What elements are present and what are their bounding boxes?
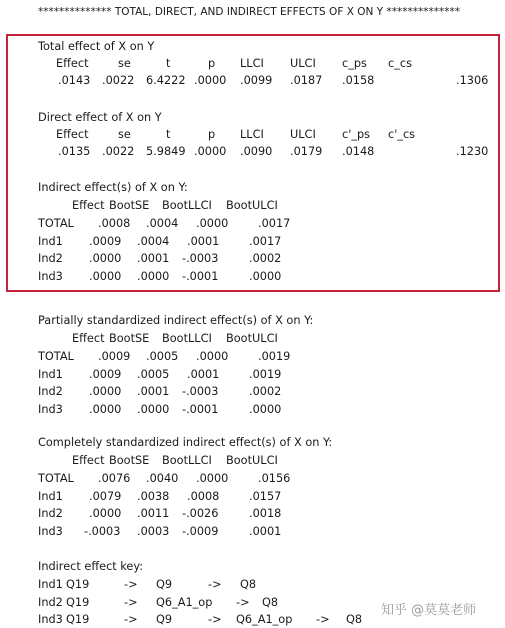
- indirect_effect-cell: .0002: [249, 252, 282, 266]
- completely_standardized-cell: .0040: [146, 472, 179, 485]
- direct_effect-value: .0022: [102, 145, 135, 158]
- total_effect-value: .1306: [456, 74, 489, 87]
- partially_standardized-col-header: BootULCI: [226, 332, 278, 345]
- indirect_effect-cell: .0004: [137, 234, 170, 248]
- indirect-key-path-part: Q6_A1_op: [156, 595, 213, 609]
- completely_standardized-col-header: Effect: [72, 454, 105, 467]
- completely_standardized-cell: .0157: [249, 489, 282, 503]
- completely_standardized-cell: .0001: [249, 524, 282, 538]
- completely_standardized-cell: -.0026: [182, 507, 219, 521]
- partially_standardized-col-header: BootSE: [109, 332, 150, 345]
- partially_standardized-cell: .0001: [187, 367, 220, 381]
- total_effect-col-header: LLCI: [240, 57, 264, 70]
- completely_standardized-cell: .0079: [89, 489, 122, 503]
- partially_standardized-cell: .0009: [98, 350, 131, 363]
- completely_standardized-cell: .0076: [98, 472, 131, 485]
- partially_standardized-row-label: Ind1: [38, 367, 63, 381]
- completely_standardized-title: Completely standardized indirect effect(s) of X on Y:: [38, 436, 333, 449]
- total_effect-col-header: Effect: [56, 57, 89, 70]
- direct_effect-value: .0000: [194, 145, 227, 158]
- indirect-key-label: Ind2: [38, 595, 63, 609]
- direct_effect-col-header: p: [208, 128, 216, 141]
- indirect-key-path-part: Q19: [66, 613, 90, 626]
- completely_standardized-col-header: BootSE: [109, 454, 150, 467]
- indirect_effect-cell: .0001: [137, 252, 170, 266]
- direct_effect-col-header: t: [166, 128, 171, 141]
- indirect_effect-row-label: TOTAL: [38, 217, 74, 230]
- indirect_effect-col-header: BootSE: [109, 199, 150, 212]
- partially_standardized-cell: .0000: [89, 385, 122, 399]
- total_effect-col-header: ULCI: [290, 57, 316, 70]
- indirect_effect-row-label: Ind3: [38, 269, 63, 283]
- total_effect-value: .0099: [240, 74, 273, 87]
- total_effect-value: .0022: [102, 74, 135, 87]
- partially_standardized-cell: .0000: [196, 350, 229, 363]
- completely_standardized-cell: .0156: [258, 472, 291, 485]
- partially_standardized-cell: .0005: [146, 350, 179, 363]
- indirect_effect-cell: .0000: [249, 269, 282, 283]
- direct_effect-value: .0148: [342, 145, 375, 158]
- indirect_effect-col-header: BootULCI: [226, 199, 278, 212]
- indirect-key-path-part: ->: [124, 613, 138, 626]
- completely_standardized-row-label: Ind1: [38, 489, 63, 503]
- partially_standardized-cell: -.0001: [182, 402, 219, 416]
- direct_effect-title: Direct effect of X on Y: [38, 111, 162, 124]
- completely_standardized-row-label: Ind2: [38, 507, 63, 521]
- indirect-key-path-part: Q8: [346, 613, 363, 626]
- partially_standardized-cell: .0000: [249, 402, 282, 416]
- total_effect-col-header: se: [118, 57, 131, 70]
- completely_standardized-cell: .0000: [89, 507, 122, 521]
- indirect_effect-cell: .0000: [137, 269, 170, 283]
- direct_effect-col-header: c'_cs: [388, 128, 416, 141]
- indirect_effect-row-label: Ind2: [38, 252, 63, 266]
- direct_effect-value: .0135: [58, 145, 91, 158]
- indirect-key-path-part: Q19: [66, 578, 90, 591]
- partially_standardized-cell: .0019: [258, 350, 291, 363]
- completely_standardized-cell: -.0003: [84, 524, 121, 538]
- indirect-key-label: Ind3: [38, 613, 63, 626]
- partially_standardized-cell: .0002: [249, 385, 282, 399]
- partially_standardized-cell: .0005: [137, 367, 170, 381]
- total_effect-col-header: c_cs: [388, 57, 412, 70]
- completely_standardized-cell: .0003: [137, 524, 170, 538]
- indirect_effect-cell: .0009: [89, 234, 122, 248]
- total_effect-value: 6.4222: [146, 74, 186, 87]
- completely_standardized-col-header: BootULCI: [226, 454, 278, 467]
- partially_standardized-col-header: Effect: [72, 332, 105, 345]
- partially_standardized-row-label: Ind2: [38, 385, 63, 399]
- indirect_effect-cell: -.0001: [182, 269, 219, 283]
- indirect_effect-cell: -.0003: [182, 252, 219, 266]
- indirect_effect-title: Indirect effect(s) of X on Y:: [38, 181, 188, 194]
- direct_effect-value: 5.9849: [146, 145, 186, 158]
- indirect_effect-cell: .0001: [187, 234, 220, 248]
- indirect-key-path-part: ->: [236, 595, 250, 609]
- watermark: 知乎 @莫莫老师: [381, 603, 477, 618]
- indirect-key-path-part: ->: [208, 613, 222, 626]
- section-header: ************** TOTAL, DIRECT, AND INDIRECT EFFECTS OF X ON Y **************: [38, 6, 460, 18]
- completely_standardized-cell: .0038: [137, 489, 170, 503]
- total_effect-col-header: p: [208, 57, 216, 70]
- total_effect-col-header: c_ps: [342, 57, 367, 70]
- total_effect-value: .0143: [58, 74, 91, 87]
- indirect_effect-row-label: Ind1: [38, 234, 63, 248]
- indirect-key-label: Ind1: [38, 578, 63, 591]
- completely_standardized-cell: .0008: [187, 489, 220, 503]
- indirect_effect-col-header: Effect: [72, 199, 105, 212]
- indirect_effect-cell: .0000: [89, 269, 122, 283]
- completely_standardized-row-label: Ind3: [38, 524, 63, 538]
- indirect_effect-cell: .0017: [249, 234, 282, 248]
- indirect_effect-cell: .0000: [89, 252, 122, 266]
- completely_standardized-cell: .0011: [137, 507, 170, 521]
- direct_effect-col-header: se: [118, 128, 131, 141]
- direct_effect-value: .1230: [456, 145, 489, 158]
- partially_standardized-cell: .0000: [89, 402, 122, 416]
- total_effect-value: .0158: [342, 74, 375, 87]
- partially_standardized-col-header: BootLLCI: [162, 332, 212, 345]
- partially_standardized-cell: .0019: [249, 367, 282, 381]
- completely_standardized-cell: -.0009: [182, 524, 219, 538]
- indirect_effect-cell: .0017: [258, 217, 291, 230]
- indirect-key-path-part: ->: [124, 578, 138, 591]
- indirect-key-path-part: Q8: [262, 595, 279, 609]
- partially_standardized-cell: .0001: [137, 385, 170, 399]
- indirect-key-title: Indirect effect key:: [38, 560, 144, 573]
- indirect-key-path-part: ->: [208, 578, 222, 591]
- total_effect-col-header: t: [166, 57, 171, 70]
- direct_effect-col-header: Effect: [56, 128, 89, 141]
- completely_standardized-cell: .0000: [196, 472, 229, 485]
- indirect-key-path-part: ->: [124, 595, 138, 609]
- partially_standardized-row-label: TOTAL: [38, 350, 74, 363]
- completely_standardized-col-header: BootLLCI: [162, 454, 212, 467]
- indirect_effect-cell: .0000: [196, 217, 229, 230]
- partially_standardized-cell: .0009: [89, 367, 122, 381]
- total_effect-value: .0000: [194, 74, 227, 87]
- indirect_effect-cell: .0008: [98, 217, 131, 230]
- direct_effect-value: .0179: [290, 145, 323, 158]
- partially_standardized-row-label: Ind3: [38, 402, 63, 416]
- completely_standardized-row-label: TOTAL: [38, 472, 74, 485]
- indirect_effect-col-header: BootLLCI: [162, 199, 212, 212]
- indirect-key-path-part: Q19: [66, 595, 90, 609]
- partially_standardized-title: Partially standardized indirect effect(s) of X on Y:: [38, 314, 314, 327]
- direct_effect-col-header: c'_ps: [342, 128, 371, 141]
- partially_standardized-cell: -.0003: [182, 385, 219, 399]
- indirect-key-path-part: Q6_A1_op: [236, 613, 293, 626]
- indirect-key-path-part: Q9: [156, 578, 173, 591]
- direct_effect-col-header: LLCI: [240, 128, 264, 141]
- total_effect-title: Total effect of X on Y: [38, 40, 155, 53]
- indirect_effect-cell: .0004: [146, 217, 179, 230]
- total_effect-value: .0187: [290, 74, 323, 87]
- completely_standardized-cell: .0018: [249, 507, 282, 521]
- partially_standardized-cell: .0000: [137, 402, 170, 416]
- direct_effect-col-header: ULCI: [290, 128, 316, 141]
- indirect-key-path-part: ->: [316, 613, 330, 626]
- direct_effect-value: .0090: [240, 145, 273, 158]
- indirect-key-path-part: Q9: [156, 613, 173, 626]
- indirect-key-path-part: Q8: [240, 578, 257, 591]
